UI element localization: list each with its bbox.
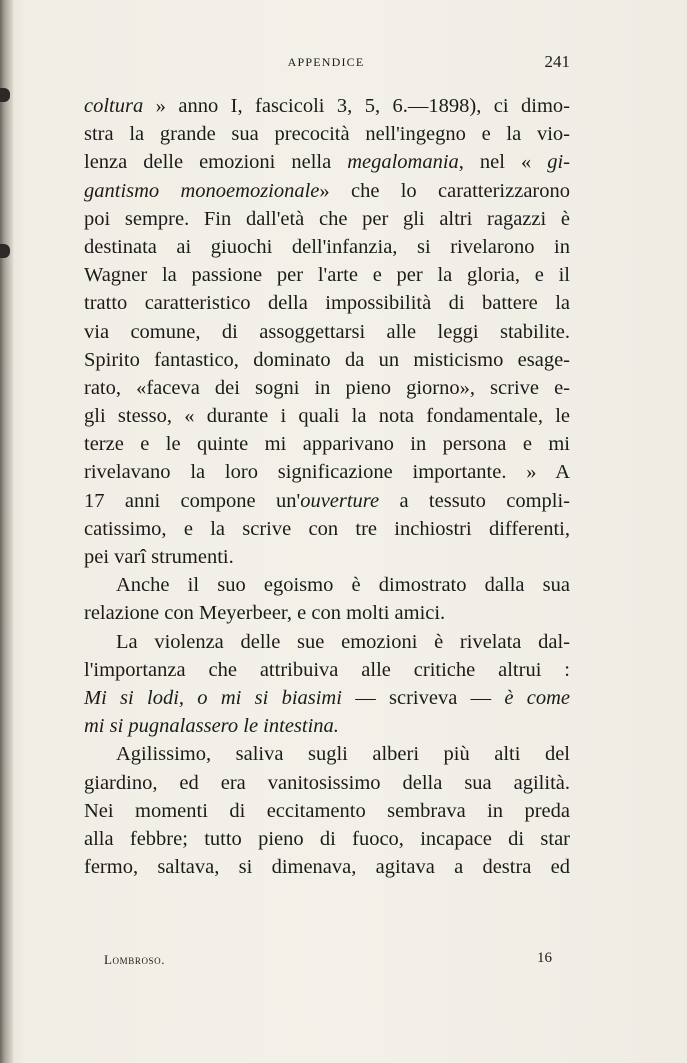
- text-span: stra la grande sua precocità nell'ingegno e la vio-: [84, 123, 570, 146]
- text-line: [84, 120, 570, 148]
- printer-signature: Lombroso.: [104, 952, 166, 967]
- text-span: a tessuto compli-: [379, 489, 570, 512]
- italic-span: è come: [504, 686, 570, 709]
- text-span: Agilissimo, saliva sugli alberi più alti del: [116, 743, 570, 766]
- text-line: [84, 543, 570, 571]
- text-line: [84, 571, 570, 599]
- text-span: pei varî strumenti.: [84, 546, 234, 568]
- text-span: » che lo caratterizzarono: [319, 179, 570, 202]
- text-span: catissimo, e la scrive con tre inchiostri differenti,: [84, 517, 570, 540]
- text-line: [84, 233, 570, 261]
- text-span: l'importanza che attribuiva alle critiche altrui :: [84, 658, 570, 681]
- running-head: [82, 52, 570, 72]
- text-line: [84, 92, 570, 120]
- text-line: [84, 628, 570, 656]
- signature-number: 16: [537, 950, 552, 966]
- italic-span: gi-: [547, 151, 570, 174]
- text-span: alla febbre; tutto pieno di fuoco, incapace di star: [84, 827, 570, 850]
- text-line: [84, 289, 570, 317]
- text-span: rato, «faceva dei sogni in pieno giorno», scrive e-: [84, 376, 570, 399]
- text-line: [84, 261, 570, 289]
- page-number: 241: [544, 52, 570, 71]
- text-line: [84, 402, 570, 430]
- text-span: giardino, ed era vanitosissimo della sua agilità.: [84, 771, 570, 794]
- text-span: Wagner la passione per l'arte e per la gloria, e il: [84, 264, 570, 287]
- text-line: [84, 740, 570, 768]
- text-span: lenza delle emozioni nella: [84, 151, 348, 174]
- text-span: — scriveva —: [341, 686, 505, 709]
- text-span: fermo, saltava, si dimenava, agitava a destra ed: [84, 856, 570, 879]
- italic-span: ouverture: [300, 489, 380, 512]
- text-span: Spirito fantastico, dominato da un misticismo esage-: [84, 348, 570, 371]
- text-span: destinata ai giuochi dell'infanzia, si rivelarono in: [84, 235, 570, 258]
- italic-span: Mi si lodi, o mi si biasimi: [84, 686, 342, 709]
- text-span: tratto caratteristico della impossibilità di battere la: [84, 292, 570, 315]
- text-line: [84, 599, 570, 627]
- text-line: [84, 487, 570, 515]
- text-line: [84, 515, 570, 543]
- text-span: , nel «: [458, 151, 548, 174]
- text-span: terze e le quinte mi apparivano in persona e mi: [84, 433, 570, 456]
- binding-mark: [0, 88, 10, 102]
- text-span: Nei momenti di eccitamento sembrava in preda: [84, 799, 570, 822]
- text-line: [84, 712, 570, 740]
- text-line: [84, 797, 570, 825]
- text-line: [84, 825, 570, 853]
- text-span: La violenza delle sue emozioni è rivelata dal-: [116, 630, 570, 653]
- text-span: rivelavano la loro significazione importante. » A: [84, 461, 570, 484]
- text-line: [84, 853, 570, 881]
- text-line: [84, 430, 570, 458]
- text-span: » anno I, fascicoli 3, 5, 6.—1898), ci dimo-: [143, 95, 570, 117]
- text-line: [84, 177, 570, 205]
- text-line: [84, 684, 570, 712]
- text-line: [84, 458, 570, 486]
- text-span: via comune, di assoggettarsi alle leggi stabilite.: [84, 320, 570, 343]
- italic-span: mi si pugnalassero le intestina.: [84, 715, 339, 738]
- text-span: 17 anni compone un': [84, 489, 301, 512]
- text-line: [84, 205, 570, 233]
- text-line: [84, 769, 570, 797]
- text-line: [84, 148, 570, 176]
- italic-span: coltura: [84, 95, 144, 117]
- binding-mark: [0, 244, 10, 258]
- text-span: gli stesso, « durante i quali la nota fondamentale, le: [84, 405, 570, 428]
- body-text: [84, 92, 570, 881]
- text-span: poi sempre. Fin dall'età che per gli altri ragazzi è: [84, 207, 570, 230]
- italic-span: gantismo monoemozionale: [84, 179, 320, 202]
- page-footer: [104, 950, 552, 970]
- text-line: [84, 656, 570, 684]
- running-head-title: APPENDICE: [287, 55, 365, 69]
- text-span: relazione con Meyerbeer, e con molti amici.: [84, 602, 446, 625]
- text-span: Anche il suo egoismo è dimostrato dalla sua: [116, 574, 570, 597]
- italic-span: megalomania: [347, 151, 459, 174]
- text-line: [84, 374, 570, 402]
- text-line: [84, 318, 570, 346]
- book-spine-shadow: [0, 0, 14, 1063]
- text-line: [84, 346, 570, 374]
